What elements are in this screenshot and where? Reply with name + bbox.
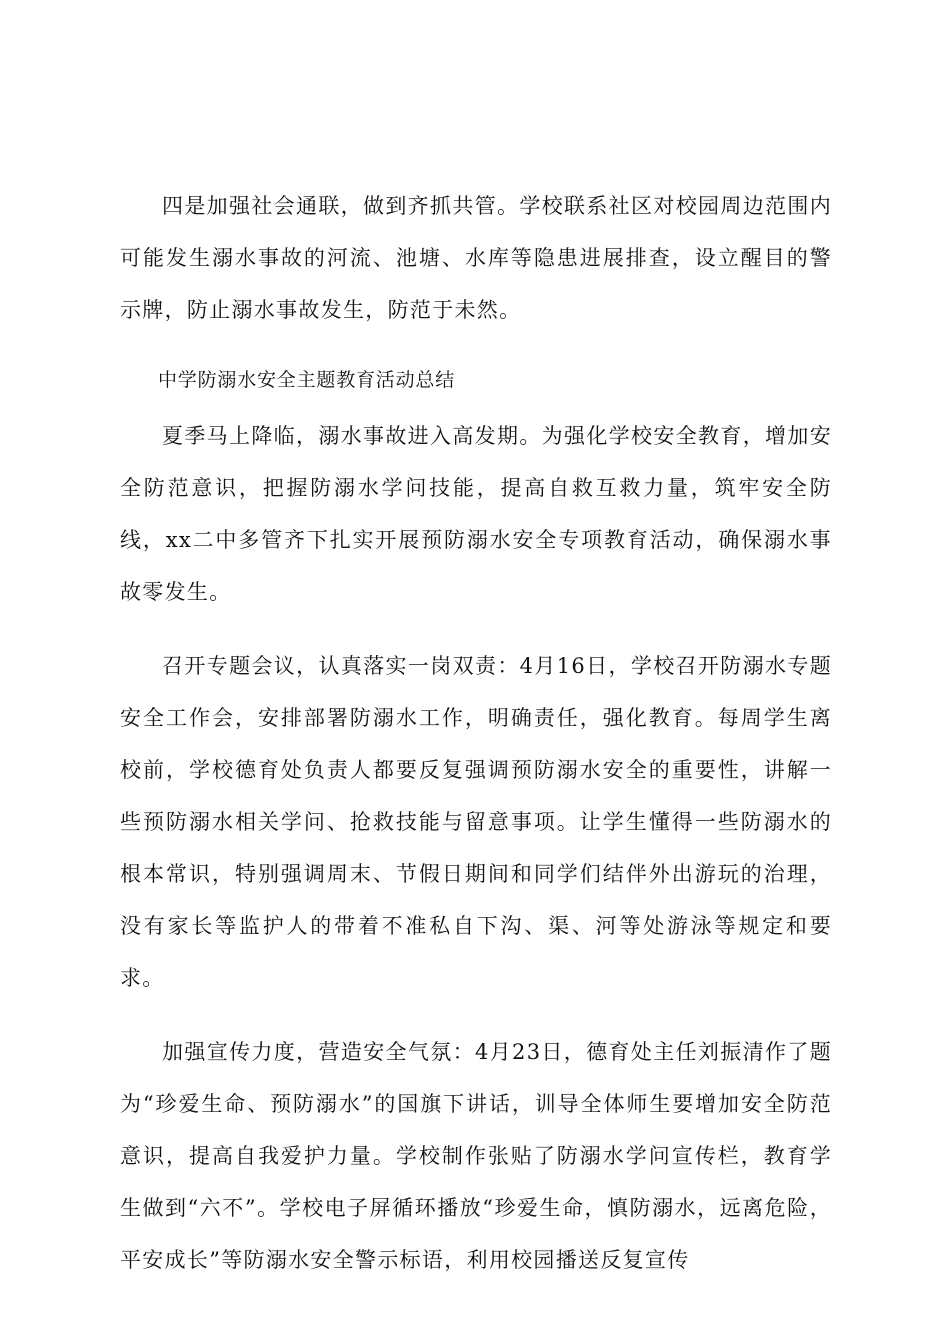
section-title: 中学防溺水安全主题教育活动总结	[158, 369, 456, 391]
paragraph-publicity: 加强宣传力度，营造安全气氛：4月23日，德育处主任刘振清作了题为“珍爱生命、预防溺水”的国旗下讲话，训导全体师生要增加安全防范意识，提高自我爱护力量。学校制作张贴了防溺水学问宣传栏，教育学生做到“六不”。学校电子屏循环播放“珍爱生命，慎防溺水，远离危险，平安成长”等防溺水安全警示标语，利用校园播送反复宣传	[120, 1040, 832, 1272]
paragraph-summer-intro: 夏季马上降临，溺水事故进入高发期。为强化学校安全教育，增加安全防范意识，把握防溺水学问技能，提高自救互救力量，筑牢安全防线，xx二中多管齐下扎实开展预防溺水安全专项教育活动，确保溺水事故零发生。	[120, 424, 832, 604]
document-page	[120, 180, 832, 1308]
paragraph-special-meeting: 召开专题会议，认真落实一岗双责：4月16日，学校召开防溺水专题安全工作会，安排部署防溺水工作，明确责任，强化教育。每周学生离校前，学校德育处负责人都要反复强调预防溺水安全的重要性，讲解一些预防溺水相关学问、抢救技能与留意事项。让学生懂得一些防溺水的根本常识，特别强调周末、节假日期间和同学们结伴外出游玩的治理，没有家长等监护人的带着不准私自下沟、渠、河等处游泳等规定和要求。	[120, 654, 832, 990]
paragraph-community-cooperation: 四是加强社会通联，做到齐抓共管。学校联系社区对校园周边范围内可能发生溺水事故的河流、池塘、水库等隐患进展排查，设立醒目的警示牌，防止溺水事故发生，防范于未然。	[120, 194, 832, 322]
